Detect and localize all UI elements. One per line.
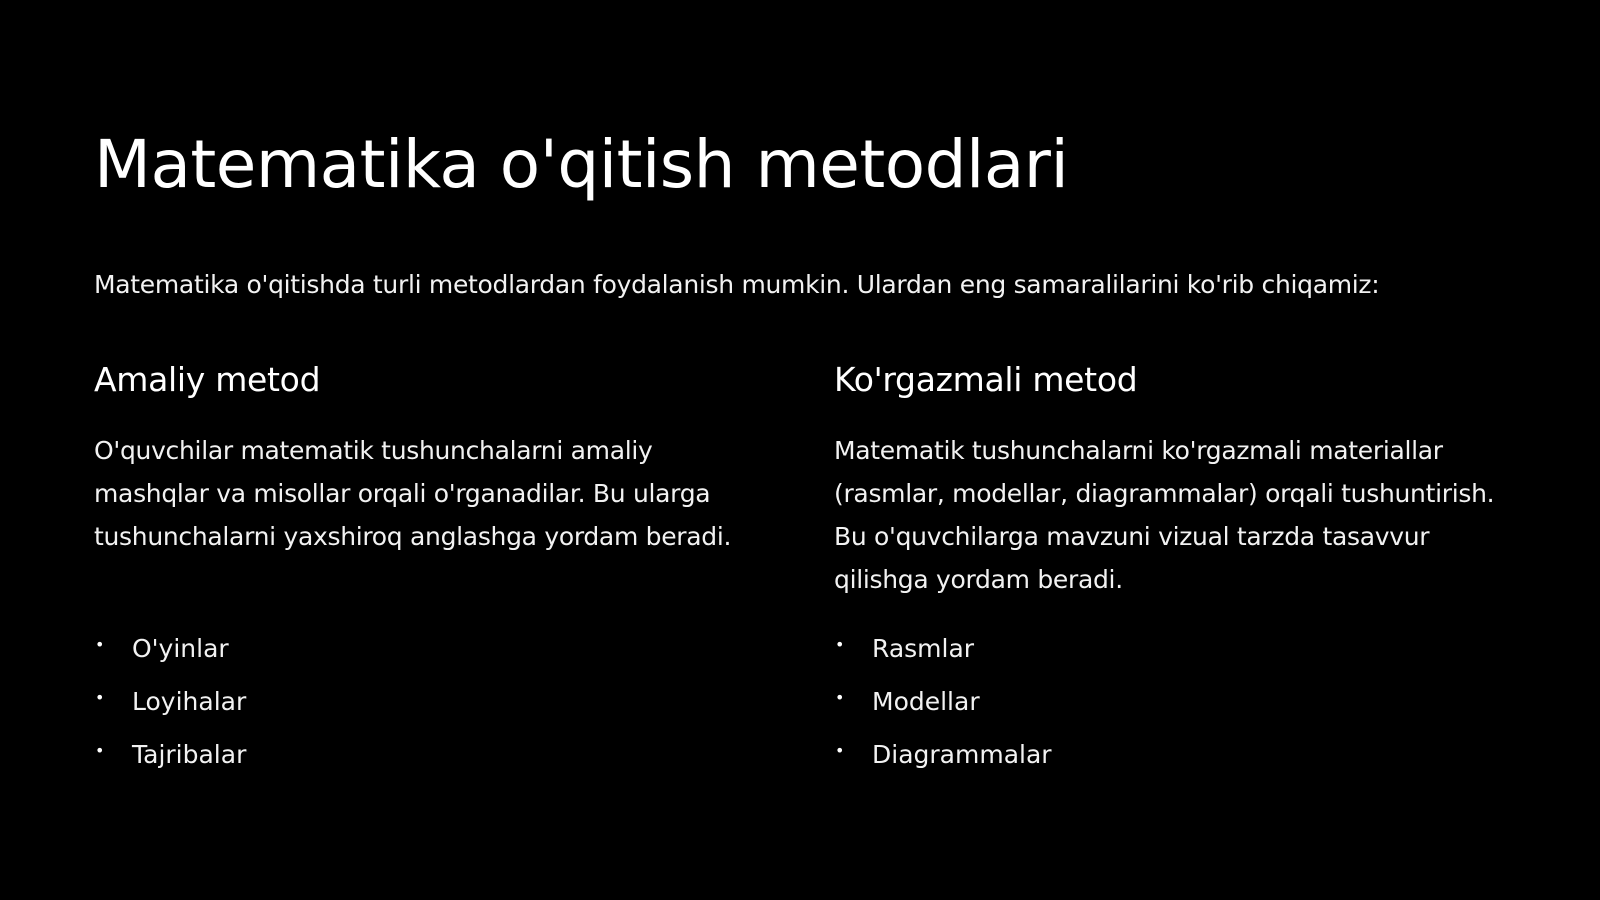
- list-item: [834, 685, 1052, 738]
- list-item-label: Rasmlar: [872, 634, 975, 663]
- column-body: O'quvchilar matematik tushunchalarni amaliy mashqlar va misollar orqali o'rganadilar. Bu ularga tushunchalarni yaxshiroq anglashga yordam beradi.: [94, 436, 732, 551]
- list-item: [834, 738, 1052, 791]
- bullet-icon: •: [95, 741, 105, 760]
- list-item: [94, 632, 246, 685]
- column-visual-method: [834, 358, 1514, 601]
- bullet-icon: •: [835, 635, 845, 654]
- list-item: [834, 632, 1052, 685]
- list-item-label: Diagrammalar: [872, 740, 1052, 769]
- slide-title: Matematika o'qitish metodlari: [94, 126, 1069, 203]
- list-item: [94, 685, 246, 738]
- column-practical-method: [94, 358, 774, 558]
- bullet-icon: •: [95, 635, 105, 654]
- bullet-list-practical: [94, 632, 246, 791]
- column-body: Matematik tushunchalarni ko'rgazmali materiallar (rasmlar, modellar, diagrammalar) orqali tushuntirish. Bu o'quvchilarga mavzuni vizual tarzda tasavvur qilishga yordam beradi.: [834, 436, 1495, 594]
- slide-intro: Matematika o'qitishda turli metodlardan foydalanish mumkin. Ulardan eng samaralilarini ko'rib chiqamiz:: [94, 270, 1380, 299]
- column-heading: Amaliy metod: [94, 360, 321, 399]
- list-item-label: Modellar: [872, 687, 980, 716]
- column-heading: Ko'rgazmali metod: [834, 360, 1138, 399]
- bullet-icon: •: [835, 688, 845, 707]
- list-item-label: O'yinlar: [132, 634, 229, 663]
- list-item-label: Tajribalar: [132, 740, 247, 769]
- bullet-icon: •: [95, 688, 105, 707]
- list-item: [94, 738, 246, 791]
- bullet-list-visual: [834, 632, 1052, 791]
- list-item-label: Loyihalar: [132, 687, 247, 716]
- bullet-icon: •: [835, 741, 845, 760]
